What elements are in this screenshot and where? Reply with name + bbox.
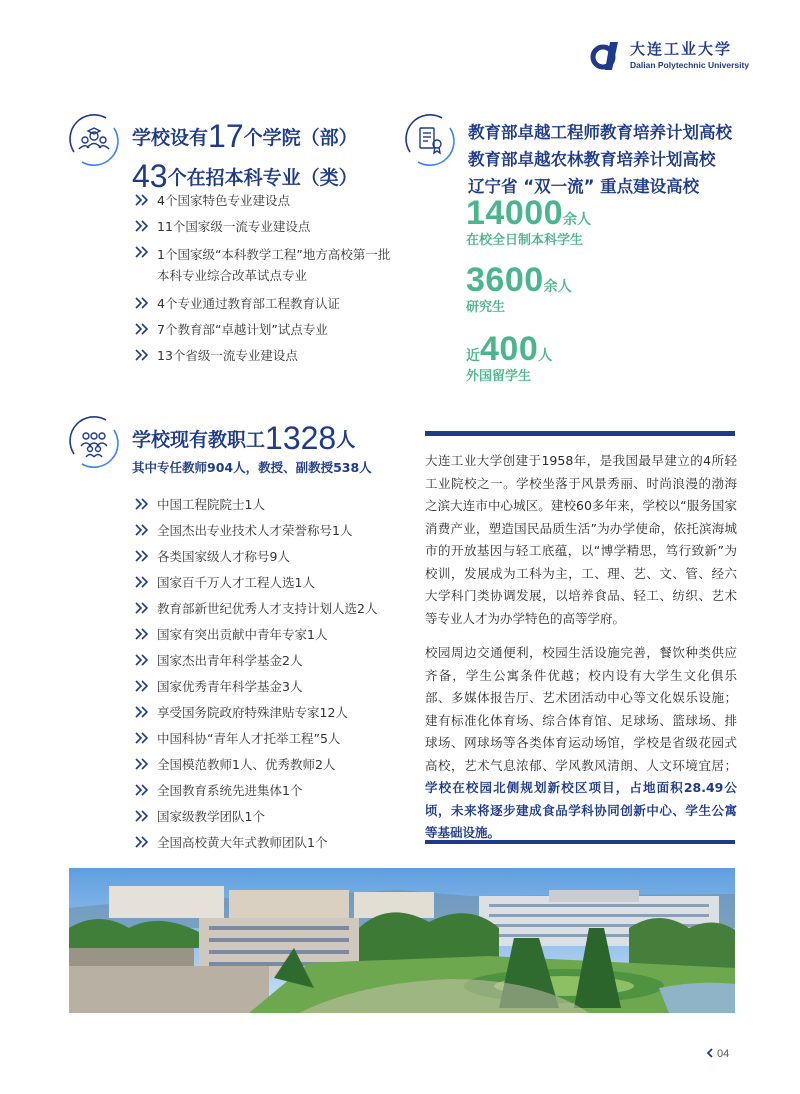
stat-number: 3600 [466, 261, 544, 299]
intro-top-rule [425, 431, 735, 436]
program-line: 教育部卓越工程师教育培养计划高校 [468, 123, 732, 142]
stat-graduate-students [466, 261, 572, 315]
double-chevron-right-icon [135, 323, 149, 335]
stat-prefix: 近 [466, 348, 480, 364]
list-item: 7个教育部“卓越计划”试点专业 [135, 321, 390, 338]
stat-unit: 余人 [543, 279, 572, 295]
logo-english-name: Dalian Polytechnic University [630, 60, 750, 70]
list-item: 各类国家级人才称号9人 [135, 548, 377, 565]
faculty-prefix: 学校现有教职工 [132, 429, 266, 451]
double-chevron-right-icon [135, 498, 149, 510]
majors-count: 43 [132, 157, 168, 194]
double-chevron-right-icon [135, 297, 149, 309]
double-chevron-right-icon [135, 524, 149, 536]
intro-paragraph-2 [425, 642, 737, 845]
stat-unit: 余人 [563, 212, 592, 228]
stat-number: 14000 [466, 194, 564, 232]
double-chevron-right-icon [135, 732, 149, 744]
people-group-icon [66, 414, 122, 470]
program-line: 辽宁省 “双一流” 重点建设高校 [468, 177, 700, 196]
double-chevron-right-icon [135, 836, 149, 848]
colleges-count: 17 [208, 118, 244, 154]
double-chevron-right-icon [135, 246, 149, 258]
double-chevron-right-icon [135, 194, 149, 206]
list-item: 国家有突出贡献中青年专家1人 [135, 626, 377, 643]
list-item: 4个专业通过教育部工程教育认证 [135, 295, 390, 312]
stat-undergraduates [466, 194, 591, 248]
university-emblem-icon [588, 38, 622, 72]
majors-suffix: 个在招本科专业（类） [167, 166, 358, 189]
faculty-subtitle: 其中专任教师904人，教授、副教授538人 [132, 460, 372, 475]
list-item: 中国科协“青年人才托举工程”5人 [135, 730, 377, 747]
stat-caption: 研究生 [466, 300, 506, 315]
double-chevron-right-icon [135, 680, 149, 692]
double-chevron-right-icon [135, 706, 149, 718]
programs-heading [468, 119, 732, 200]
double-chevron-right-icon [135, 602, 149, 614]
list-item: 全国杰出专业技术人才荣誉称号1人 [135, 522, 377, 539]
university-logo [588, 36, 748, 76]
double-chevron-right-icon [135, 349, 149, 361]
faculty-bullet-list [135, 496, 377, 860]
campus-photo [69, 868, 735, 1013]
list-item: 13个省级一流专业建设点 [135, 347, 390, 364]
double-chevron-right-icon [135, 784, 149, 796]
university-introduction [425, 450, 737, 845]
page-number: 04 [706, 1048, 729, 1060]
list-item: 中国工程院院士1人 [135, 496, 377, 513]
list-item: 全国高校黄大年式教师团队1个 [135, 834, 377, 851]
list-item: 国家级教学团队1个 [135, 808, 377, 825]
stat-caption: 在校全日制本科学生 [466, 233, 584, 248]
list-item: 1个国家级“本科教学工程”地方高校第一批 本科专业综合改革试点专业 [135, 244, 390, 286]
intro-highlight-text: 学校在校园北侧规划新校区项目，占地面积28.49公顷，未来将逐步建成食品学科协同创新中心、学生公寓等基础设施。 [425, 780, 737, 840]
stat-international-students [466, 330, 552, 384]
double-chevron-right-icon [135, 810, 149, 822]
double-chevron-right-icon [135, 758, 149, 770]
colleges-prefix: 学校设有 [132, 127, 209, 149]
list-item: 国家百千万人才工程人选1人 [135, 574, 377, 591]
chevron-left-icon [706, 1048, 713, 1058]
list-item: 11个国家级一流专业建设点 [135, 218, 390, 235]
double-chevron-right-icon [135, 220, 149, 232]
list-item: 国家杰出青年科学基金2人 [135, 652, 377, 669]
list-item: 全国教育系统先进集体1个 [135, 782, 377, 799]
colleges-suffix: 个学院（部） [243, 127, 358, 149]
stat-caption: 外国留学生 [466, 369, 532, 384]
certificate-icon [402, 112, 458, 168]
double-chevron-right-icon [135, 628, 149, 640]
intro-paragraph-2-text: 校园周边交通便利，校园生活设施完善，餐饮种类供应齐备，学生公寓条件优越；校内设有大学生文化俱乐部、多媒体报告厅、艺术团活动中心等文化娱乐设施；建有标准化体育场、综合体育馆、足球场、篮球场、排球场、网球场等各类体育运动场馆，学校是省级花园式高校，艺术气息浓郁、学风教风清朗、人文环境宜居； [425, 645, 737, 773]
double-chevron-right-icon [135, 550, 149, 562]
list-item: 全国模范教师1人、优秀教师2人 [135, 756, 377, 773]
list-item: 享受国务院政府特殊津贴专家12人 [135, 704, 377, 721]
stat-unit: 人 [538, 348, 553, 364]
intro-paragraph-1: 大连工业大学创建于1958年，是我国最早建立的4所轻工业院校之一。学校坐落于风景秀丽、时尚浪漫的渤海之滨大连市中心城区。建校60多年来，学校以“服务国家消费产业，塑造国民品质生活”为办学使命，依托滨海城市的开放基因与轻工底蕴，以“博学精思，笃行致新”为校训，发展成为工科为主，工、理、艺、文、管、经六大学科门类协调发展，以培养食品、轻工、纺织、艺术等专业人才为办学特色的高等学府。 [425, 453, 737, 626]
graduate-group-icon [66, 112, 122, 168]
colleges-bullet-list [135, 192, 390, 364]
double-chevron-right-icon [135, 654, 149, 666]
faculty-count: 1328 [265, 420, 337, 456]
list-item: 教育部新世纪优秀人才支持计划人选2人 [135, 600, 377, 617]
program-line: 教育部卓越农林教育培养计划高校 [468, 150, 716, 169]
faculty-suffix: 人 [336, 429, 356, 451]
logo-chinese-name: 大连工业大学 [630, 40, 733, 58]
double-chevron-right-icon [135, 576, 149, 588]
list-item: 4个国家特色专业建设点 [135, 192, 390, 209]
intro-bottom-rule [425, 840, 735, 844]
stat-number: 400 [480, 330, 539, 368]
faculty-heading [132, 420, 355, 457]
list-item: 国家优秀青年科学基金3人 [135, 678, 377, 695]
colleges-heading [132, 116, 358, 197]
